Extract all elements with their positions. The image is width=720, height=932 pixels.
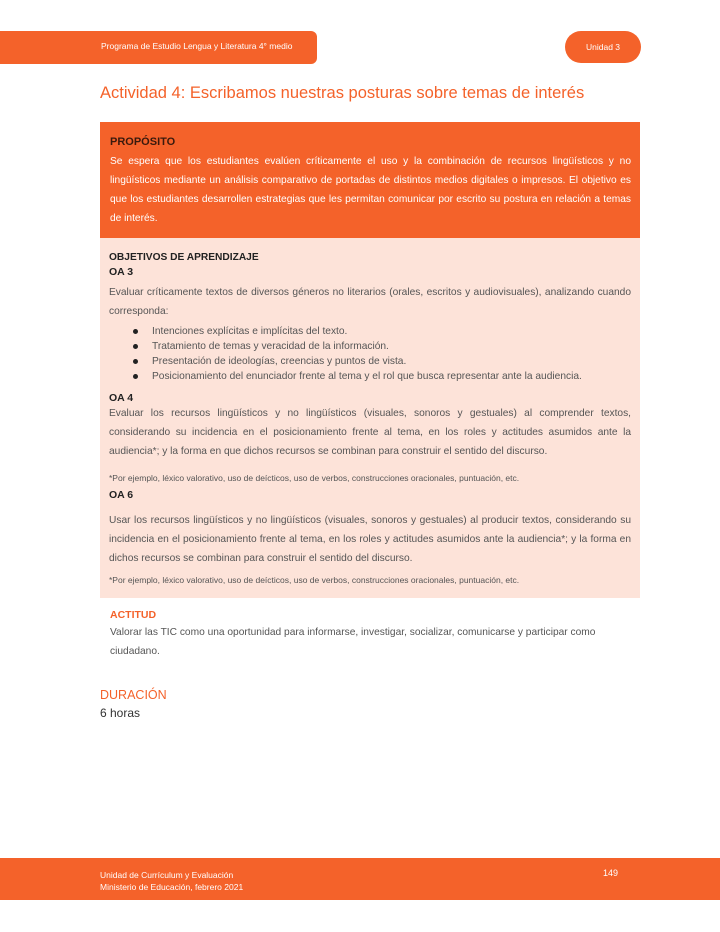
footer-bar [0,858,720,900]
unit-badge: Unidad 3 [565,31,641,63]
list-item: Presentación de ideologías, creencias y puntos de vista. [133,354,582,369]
program-title: Programa de Estudio Lengua y Literatura 4° medio [101,41,293,51]
objectives-heading: OBJETIVOS DE APRENDIZAJE [109,252,259,263]
bullet-icon [133,359,138,364]
oa3-list [133,324,582,384]
oa3-text: Evaluar críticamente textos de diversos géneros no literarios (orales, escritos y audiovisuales), analizando cuando corresponda: [109,287,631,317]
purpose-text: Se espera que los estudiantes evalúen críticamente el uso y la combinación de recursos lingüísticos y no lingüísticos mediante un análisis comparativo de portadas de distintos medios digitales o impresos. El objetivo es que los estudiantes desarrollen estrategias que les permitan comunicar por escrito su postura en relación a temas de interés. [110,156,631,224]
purpose-box [100,122,640,238]
list-item: Intenciones explícitas e implícitas del texto. [133,324,582,339]
list-item: Tratamiento de temas y veracidad de la información. [133,339,582,354]
attitude-text: Valorar las TIC como una oportunidad para informarse, investigar, socializar, comunicarse y participar como ciudadano. [110,627,596,657]
duration-heading: DURACIÓN [100,688,167,702]
header-bar [0,31,317,64]
purpose-heading: PROPÓSITO [110,136,176,148]
oa4-footnote: *Por ejemplo, léxico valorativo, uso de deícticos, uso de verbos, construcciones oracionales, puntuación, etc. [109,473,520,483]
oa4-text: Evaluar los recursos lingüísticos y no lingüísticos (visuales, sonoros y gestuales) al comprender textos, considerando su incidencia en el posicionamiento frente al tema, en los roles y actitudes asumidos ante la audiencia*; y la forma en que dichos recursos se combinan para construir el sentido del discurso. [109,408,631,457]
oa6-footnote: *Por ejemplo, léxico valorativo, uso de deícticos, uso de verbos, construcciones oracionales, puntuación, etc. [109,575,520,585]
page-number: 149 [603,868,619,878]
list-item: Posicionamiento del enunciador frente al tema y el rol que busca representar ante la audiencia. [133,369,582,384]
oa6-text: Usar los recursos lingüísticos y no lingüísticos (visuales, sonoros y gestuales) al producir textos, considerando su incidencia en el posicionamiento frente al tema, en los roles y actitudes asumidos ante la audiencia*; y la forma en dichos recursos se combinan para construir el sentido del discurso. [109,515,631,564]
oa3-label: OA 3 [109,266,134,278]
footer-ministry: Ministerio de Educación, febrero 2021 [100,882,244,892]
attitude-heading: ACTITUD [110,609,157,621]
bullet-icon [133,329,138,334]
bullet-icon [133,344,138,349]
oa6-label: OA 6 [109,489,134,501]
objectives-box [100,238,640,598]
bullet-icon [133,374,138,379]
activity-title: Actividad 4: Escribamos nuestras posturas sobre temas de interés [100,84,585,102]
oa4-label: OA 4 [109,392,134,404]
footer-unit: Unidad de Currículum y Evaluación [100,870,234,880]
duration-value: 6 horas [100,706,141,720]
